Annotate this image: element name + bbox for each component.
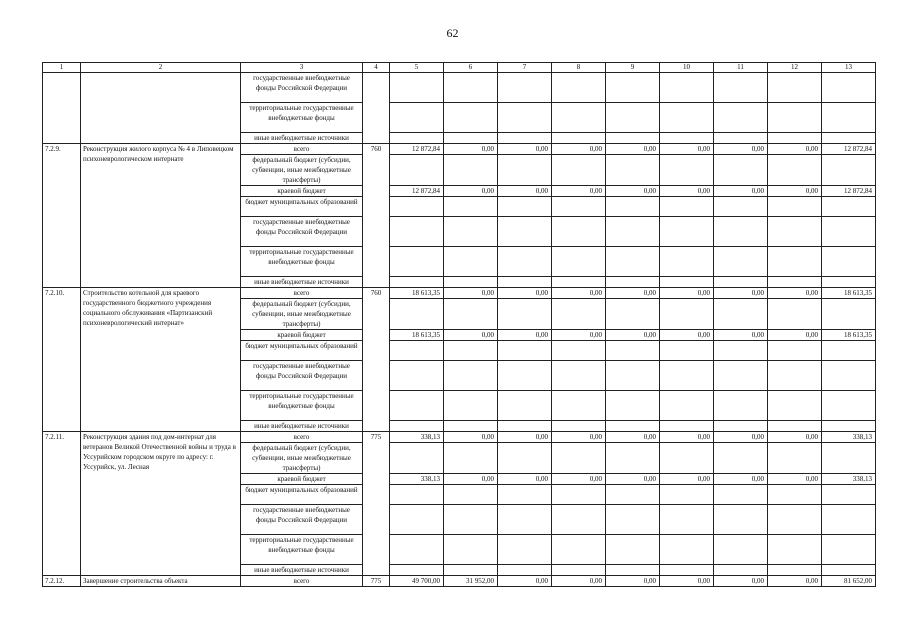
value-cell (606, 485, 660, 505)
value-cell (498, 155, 552, 186)
value-cell: 0,00 (714, 288, 768, 299)
value-cell (498, 277, 552, 288)
value-cell (552, 535, 606, 565)
value-cell (822, 485, 876, 505)
value-cell (390, 217, 444, 247)
value-cell (390, 277, 444, 288)
value-cell (552, 421, 606, 432)
value-cell (606, 361, 660, 391)
value-cell: 31 952,00 (444, 576, 498, 587)
value-cell (822, 247, 876, 277)
item-id-cell: 7.2.9. (43, 144, 81, 288)
value-cell (660, 505, 714, 535)
value-cell (606, 299, 660, 330)
value-cell (822, 341, 876, 361)
value-cell (552, 217, 606, 247)
value-cell (768, 443, 822, 474)
value-cell (444, 485, 498, 505)
value-cell: 0,00 (606, 576, 660, 587)
value-cell (498, 103, 552, 133)
value-cell (390, 197, 444, 217)
value-cell: 12 872,84 (822, 186, 876, 197)
value-cell: 0,00 (660, 186, 714, 197)
value-cell (498, 133, 552, 144)
value-cell: 0,00 (714, 432, 768, 443)
item-name-cell: Завершение строительства объекта (81, 576, 241, 587)
value-cell (822, 155, 876, 186)
value-cell (552, 277, 606, 288)
value-cell (768, 299, 822, 330)
value-cell (822, 505, 876, 535)
value-cell (552, 133, 606, 144)
value-cell (822, 535, 876, 565)
value-cell (768, 277, 822, 288)
value-cell (606, 277, 660, 288)
funding-source-cell: бюджет муниципальных образований (241, 197, 363, 217)
value-cell (444, 421, 498, 432)
header-cell: 12 (768, 63, 822, 73)
value-cell (660, 443, 714, 474)
value-cell (552, 197, 606, 217)
value-cell (768, 217, 822, 247)
value-cell (660, 421, 714, 432)
value-cell (660, 155, 714, 186)
value-cell: 0,00 (660, 576, 714, 587)
item-code-cell: 760 (363, 288, 390, 432)
value-cell (768, 421, 822, 432)
funding-source-cell: всего (241, 576, 363, 587)
table-row (43, 73, 876, 103)
value-cell (660, 341, 714, 361)
value-cell (444, 155, 498, 186)
value-cell (660, 217, 714, 247)
value-cell: 0,00 (606, 474, 660, 485)
value-cell (390, 565, 444, 576)
value-cell (714, 103, 768, 133)
value-cell (444, 443, 498, 474)
table-row (43, 288, 876, 299)
value-cell: 0,00 (606, 432, 660, 443)
value-cell (444, 535, 498, 565)
item-id-cell: 7.2.10. (43, 288, 81, 432)
value-cell (768, 133, 822, 144)
header-row (43, 63, 876, 73)
item-id-cell (43, 73, 81, 144)
value-cell: 338,13 (390, 432, 444, 443)
value-cell (444, 73, 498, 103)
item-name-cell: Реконструкция здания под дом-интернат для ветеранов Великой Отечественной войны и труда в Уссурийском городском округе по адресу: г. Уссурийск, ул. Лесная (81, 432, 241, 576)
value-cell (606, 247, 660, 277)
item-id-cell: 7.2.12. (43, 576, 81, 587)
value-cell (660, 197, 714, 217)
value-cell (822, 133, 876, 144)
value-cell (660, 299, 714, 330)
value-cell (714, 247, 768, 277)
value-cell (444, 361, 498, 391)
value-cell: 18 613,35 (822, 288, 876, 299)
value-cell (444, 277, 498, 288)
value-cell (606, 73, 660, 103)
value-cell (768, 391, 822, 421)
value-cell: 49 700,00 (390, 576, 444, 587)
value-cell (714, 197, 768, 217)
value-cell (660, 277, 714, 288)
value-cell (390, 485, 444, 505)
value-cell (390, 133, 444, 144)
value-cell (552, 341, 606, 361)
value-cell (444, 299, 498, 330)
value-cell (444, 391, 498, 421)
value-cell: 0,00 (714, 186, 768, 197)
value-cell (444, 247, 498, 277)
value-cell: 12 872,84 (822, 144, 876, 155)
value-cell (552, 103, 606, 133)
value-cell: 0,00 (768, 330, 822, 341)
value-cell (606, 155, 660, 186)
funding-source-cell: иные внебюджетные источники (241, 421, 363, 432)
value-cell (768, 341, 822, 361)
value-cell (390, 361, 444, 391)
value-cell: 0,00 (768, 576, 822, 587)
funding-source-cell: иные внебюджетные источники (241, 277, 363, 288)
value-cell (822, 277, 876, 288)
value-cell (768, 73, 822, 103)
value-cell (390, 535, 444, 565)
value-cell (552, 247, 606, 277)
header-cell: 9 (606, 63, 660, 73)
value-cell: 0,00 (552, 576, 606, 587)
value-cell (552, 485, 606, 505)
value-cell: 0,00 (660, 474, 714, 485)
table-row (43, 144, 876, 155)
value-cell: 0,00 (660, 432, 714, 443)
value-cell (714, 133, 768, 144)
value-cell: 0,00 (714, 144, 768, 155)
value-cell: 0,00 (498, 144, 552, 155)
value-cell (714, 391, 768, 421)
value-cell (822, 361, 876, 391)
value-cell: 0,00 (714, 576, 768, 587)
value-cell (552, 361, 606, 391)
value-cell (498, 197, 552, 217)
value-cell (552, 443, 606, 474)
value-cell (660, 247, 714, 277)
value-cell (822, 565, 876, 576)
value-cell (498, 217, 552, 247)
value-cell (822, 73, 876, 103)
value-cell (552, 505, 606, 535)
value-cell (606, 217, 660, 247)
funding-source-cell: иные внебюджетные источники (241, 133, 363, 144)
page-number: 62 (446, 26, 459, 40)
value-cell (552, 565, 606, 576)
value-cell (552, 73, 606, 103)
value-cell: 338,13 (822, 432, 876, 443)
value-cell (768, 535, 822, 565)
value-cell (390, 73, 444, 103)
value-cell: 0,00 (660, 144, 714, 155)
item-name-cell (81, 73, 241, 144)
budget-table (42, 62, 876, 587)
value-cell: 0,00 (444, 330, 498, 341)
value-cell: 0,00 (444, 474, 498, 485)
value-cell (606, 103, 660, 133)
funding-source-cell: территориальные государственные внебюджетные фонды (241, 535, 363, 565)
header-cell: 2 (81, 63, 241, 73)
value-cell: 0,00 (606, 186, 660, 197)
value-cell: 0,00 (714, 474, 768, 485)
item-code-cell (363, 73, 390, 144)
value-cell (660, 103, 714, 133)
value-cell (768, 505, 822, 535)
value-cell (390, 505, 444, 535)
value-cell (606, 443, 660, 474)
value-cell (444, 133, 498, 144)
value-cell (822, 103, 876, 133)
value-cell (390, 421, 444, 432)
value-cell (606, 197, 660, 217)
funding-source-cell: краевой бюджет (241, 186, 363, 197)
value-cell (714, 341, 768, 361)
table-row (43, 432, 876, 443)
value-cell (660, 361, 714, 391)
item-name-cell: Строительство котельной для краевого государственного бюджетного учреждения социального обслуживания «Партизанский психоневрологический интернат» (81, 288, 241, 432)
funding-source-cell: бюджет муниципальных образований (241, 341, 363, 361)
header-cell: 6 (444, 63, 498, 73)
item-code-cell: 775 (363, 576, 390, 587)
value-cell: 0,00 (498, 576, 552, 587)
value-cell: 0,00 (552, 186, 606, 197)
value-cell (714, 361, 768, 391)
value-cell: 0,00 (498, 474, 552, 485)
value-cell: 18 613,35 (390, 330, 444, 341)
value-cell (498, 443, 552, 474)
value-cell (822, 217, 876, 247)
value-cell: 0,00 (444, 186, 498, 197)
value-cell: 0,00 (444, 144, 498, 155)
funding-source-cell: государственные внебюджетные фонды Российской Федерации (241, 361, 363, 391)
value-cell (768, 247, 822, 277)
header-cell: 1 (43, 63, 81, 73)
value-cell (390, 103, 444, 133)
header-cell: 11 (714, 63, 768, 73)
value-cell (498, 341, 552, 361)
value-cell (714, 485, 768, 505)
value-cell (660, 73, 714, 103)
value-cell (714, 155, 768, 186)
value-cell (768, 565, 822, 576)
value-cell: 0,00 (606, 288, 660, 299)
item-code-cell: 775 (363, 432, 390, 576)
value-cell (498, 391, 552, 421)
value-cell (822, 197, 876, 217)
value-cell (390, 443, 444, 474)
value-cell (714, 421, 768, 432)
funding-source-cell: государственные внебюджетные фонды Российской Федерации (241, 73, 363, 103)
value-cell: 0,00 (768, 432, 822, 443)
value-cell (714, 73, 768, 103)
value-cell (498, 505, 552, 535)
funding-source-cell: государственные внебюджетные фонды Российской Федерации (241, 217, 363, 247)
funding-source-cell: территориальные государственные внебюджетные фонды (241, 103, 363, 133)
value-cell: 0,00 (768, 186, 822, 197)
value-cell (660, 565, 714, 576)
value-cell: 0,00 (768, 144, 822, 155)
value-cell (390, 247, 444, 277)
value-cell (714, 505, 768, 535)
value-cell (606, 391, 660, 421)
value-cell (498, 73, 552, 103)
value-cell (768, 361, 822, 391)
value-cell (498, 565, 552, 576)
item-code-cell: 760 (363, 144, 390, 288)
value-cell (606, 535, 660, 565)
value-cell: 338,13 (390, 474, 444, 485)
header-cell: 7 (498, 63, 552, 73)
value-cell: 0,00 (444, 432, 498, 443)
value-cell (444, 505, 498, 535)
value-cell: 0,00 (660, 288, 714, 299)
value-cell (714, 565, 768, 576)
value-cell (822, 299, 876, 330)
value-cell (606, 341, 660, 361)
value-cell (390, 155, 444, 186)
value-cell: 0,00 (552, 330, 606, 341)
value-cell: 0,00 (498, 432, 552, 443)
value-cell: 0,00 (768, 474, 822, 485)
value-cell (552, 299, 606, 330)
value-cell: 0,00 (498, 186, 552, 197)
value-cell: 18 613,35 (822, 330, 876, 341)
value-cell: 0,00 (660, 330, 714, 341)
value-cell (444, 217, 498, 247)
header-cell: 5 (390, 63, 444, 73)
value-cell (606, 421, 660, 432)
header-cell: 10 (660, 63, 714, 73)
value-cell (552, 391, 606, 421)
value-cell: 0,00 (552, 288, 606, 299)
value-cell (660, 391, 714, 421)
header-cell: 4 (363, 63, 390, 73)
value-cell (552, 155, 606, 186)
funding-source-cell: бюджет муниципальных образований (241, 485, 363, 505)
value-cell: 12 872,84 (390, 144, 444, 155)
value-cell: 0,00 (552, 432, 606, 443)
value-cell (714, 277, 768, 288)
value-cell: 12 872,84 (390, 186, 444, 197)
value-cell: 0,00 (498, 330, 552, 341)
funding-source-cell: федеральный бюджет (субсидии, субвенции, иные межбюджетные трансферты) (241, 443, 363, 474)
value-cell: 81 652,00 (822, 576, 876, 587)
value-cell (498, 535, 552, 565)
value-cell: 0,00 (606, 330, 660, 341)
value-cell: 0,00 (552, 474, 606, 485)
value-cell (390, 391, 444, 421)
value-cell (768, 103, 822, 133)
value-cell: 0,00 (768, 288, 822, 299)
item-id-cell: 7.2.11. (43, 432, 81, 576)
value-cell: 0,00 (552, 144, 606, 155)
value-cell: 0,00 (498, 288, 552, 299)
funding-source-cell: федеральный бюджет (субсидии, субвенции, иные межбюджетные трансферты) (241, 155, 363, 186)
funding-source-cell: всего (241, 288, 363, 299)
value-cell (390, 299, 444, 330)
value-cell (498, 421, 552, 432)
value-cell (444, 341, 498, 361)
funding-source-cell: всего (241, 432, 363, 443)
value-cell (768, 155, 822, 186)
item-name-cell: Реконструкция жилого корпуса № 4 в Липовецком психоневрологическом интернате (81, 144, 241, 288)
value-cell (498, 485, 552, 505)
value-cell (606, 133, 660, 144)
funding-source-cell: краевой бюджет (241, 330, 363, 341)
funding-source-cell: краевой бюджет (241, 474, 363, 485)
value-cell: 0,00 (714, 330, 768, 341)
value-cell: 18 613,35 (390, 288, 444, 299)
value-cell (498, 247, 552, 277)
value-cell: 338,13 (822, 474, 876, 485)
value-cell: 0,00 (444, 288, 498, 299)
value-cell (660, 133, 714, 144)
table-row (43, 576, 876, 587)
value-cell (606, 565, 660, 576)
value-cell (390, 341, 444, 361)
value-cell (822, 443, 876, 474)
value-cell (660, 535, 714, 565)
funding-source-cell: иные внебюджетные источники (241, 565, 363, 576)
value-cell (444, 565, 498, 576)
value-cell (714, 217, 768, 247)
value-cell (822, 421, 876, 432)
value-cell (444, 103, 498, 133)
value-cell (498, 299, 552, 330)
value-cell (768, 485, 822, 505)
header-cell: 3 (241, 63, 363, 73)
value-cell: 0,00 (606, 144, 660, 155)
value-cell (768, 197, 822, 217)
header-cell: 13 (822, 63, 876, 73)
funding-source-cell: государственные внебюджетные фонды Российской Федерации (241, 505, 363, 535)
funding-source-cell: всего (241, 144, 363, 155)
value-cell (714, 299, 768, 330)
header-cell: 8 (552, 63, 606, 73)
value-cell (444, 197, 498, 217)
value-cell (714, 443, 768, 474)
value-cell (660, 485, 714, 505)
value-cell (714, 535, 768, 565)
funding-source-cell: федеральный бюджет (субсидии, субвенции, иные межбюджетные трансферты) (241, 299, 363, 330)
value-cell (606, 505, 660, 535)
value-cell (822, 391, 876, 421)
funding-source-cell: территориальные государственные внебюджетные фонды (241, 247, 363, 277)
value-cell (498, 361, 552, 391)
funding-source-cell: территориальные государственные внебюджетные фонды (241, 391, 363, 421)
